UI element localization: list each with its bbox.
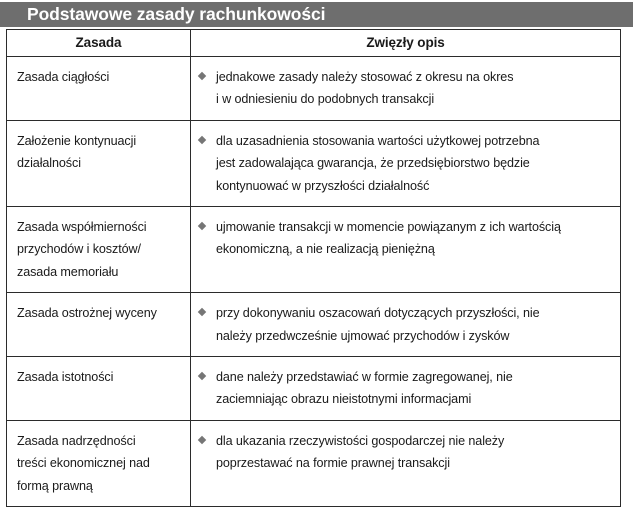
diamond-bullet-icon xyxy=(198,366,214,379)
table-row xyxy=(7,293,621,357)
column-header-opis: Zwięzły opis xyxy=(191,30,621,57)
table-row xyxy=(7,420,621,506)
description-line: ujmowanie transakcji w momencie powiązanym z ich wartością xyxy=(216,220,561,235)
principle-description-cell xyxy=(191,57,621,121)
diamond-bullet-icon xyxy=(198,302,214,315)
description-text xyxy=(214,302,612,347)
principle-name-line: przychodów i kosztów/ xyxy=(17,242,141,257)
table-header xyxy=(7,30,621,57)
principle-name-line: Zasada istotności xyxy=(17,370,114,385)
principle-name-line: Założenie kontynuacji xyxy=(17,133,137,148)
description-line: dane należy przedstawiać w formie zagregowanej, nie xyxy=(216,370,513,385)
description-bullet-item xyxy=(198,430,612,475)
principle-name-line: formą prawną xyxy=(17,478,93,493)
description-line: dla uzasadnienia stosowania wartości użytkowej potrzebna xyxy=(216,133,540,148)
description-bullet-item xyxy=(198,66,612,111)
description-bullet-item xyxy=(198,216,612,261)
description-line: ekonomiczną, a nie realizacją pieniężną xyxy=(216,242,435,257)
principle-name-line: treści ekonomicznej nad xyxy=(17,456,150,471)
principle-name-line: Zasada ostrożnej wyceny xyxy=(17,306,157,321)
description-text xyxy=(214,66,612,111)
principle-description-cell xyxy=(191,420,621,506)
description-line: zaciemniając obrazu nieistotnymi informacjami xyxy=(216,392,472,407)
description-line: jest zadowalająca gwarancja, że przedsiębiorstwo będzie xyxy=(216,156,530,171)
principle-description-cell xyxy=(191,357,621,421)
description-text xyxy=(214,216,612,261)
principle-description-cell xyxy=(191,207,621,293)
table-row xyxy=(7,207,621,293)
page-title: Podstawowe zasady rachunkowości xyxy=(27,3,326,24)
table-row xyxy=(7,120,621,206)
principle-description-cell xyxy=(191,293,621,357)
description-line: jednakowe zasady należy stosować z okresu na okres xyxy=(216,70,514,84)
description-bullet-item xyxy=(198,302,612,347)
description-text xyxy=(214,430,612,475)
description-line: przy dokonywaniu oszacowań dotyczących przyszłości, nie xyxy=(216,306,540,321)
principle-name-cell xyxy=(7,120,191,206)
diamond-bullet-icon xyxy=(198,130,214,143)
diamond-bullet-icon xyxy=(198,66,214,79)
column-header-zasada: Zasada xyxy=(7,30,191,57)
principle-name-line: zasada memoriału xyxy=(17,264,119,279)
description-line: i w odniesieniu do podobnych transakcji xyxy=(216,92,435,107)
principle-name-cell xyxy=(7,293,191,357)
principle-name-cell xyxy=(7,420,191,506)
description-bullet-item xyxy=(198,366,612,411)
description-line: poprzestawać na formie prawnej transakcji xyxy=(216,456,450,471)
principles-table-container xyxy=(6,29,620,507)
principle-name-line: Zasada ciągłości xyxy=(17,70,110,84)
diamond-bullet-icon xyxy=(198,430,214,443)
table-row xyxy=(7,357,621,421)
principle-name-line: działalności xyxy=(17,156,81,171)
description-line: dla ukazania rzeczywistości gospodarczej nie należy xyxy=(216,433,505,448)
table-header-row xyxy=(7,30,621,57)
description-text xyxy=(214,130,612,197)
principle-name-cell xyxy=(7,357,191,421)
accounting-principles-table xyxy=(6,29,621,507)
description-bullet-item xyxy=(198,130,612,197)
table-body xyxy=(7,57,621,507)
table-title-bar xyxy=(0,2,633,27)
description-line: należy przedwcześnie ujmować przychodów i zysków xyxy=(216,328,510,343)
principle-name-line: Zasada nadrzędności xyxy=(17,433,136,448)
table-row xyxy=(7,57,621,121)
description-text xyxy=(214,366,612,411)
principle-description-cell xyxy=(191,120,621,206)
principle-name-line: Zasada współmierności xyxy=(17,220,147,235)
diamond-bullet-icon xyxy=(198,216,214,229)
principle-name-cell xyxy=(7,207,191,293)
description-line: kontynuować w przyszłości działalność xyxy=(216,178,430,193)
principle-name-cell xyxy=(7,57,191,121)
